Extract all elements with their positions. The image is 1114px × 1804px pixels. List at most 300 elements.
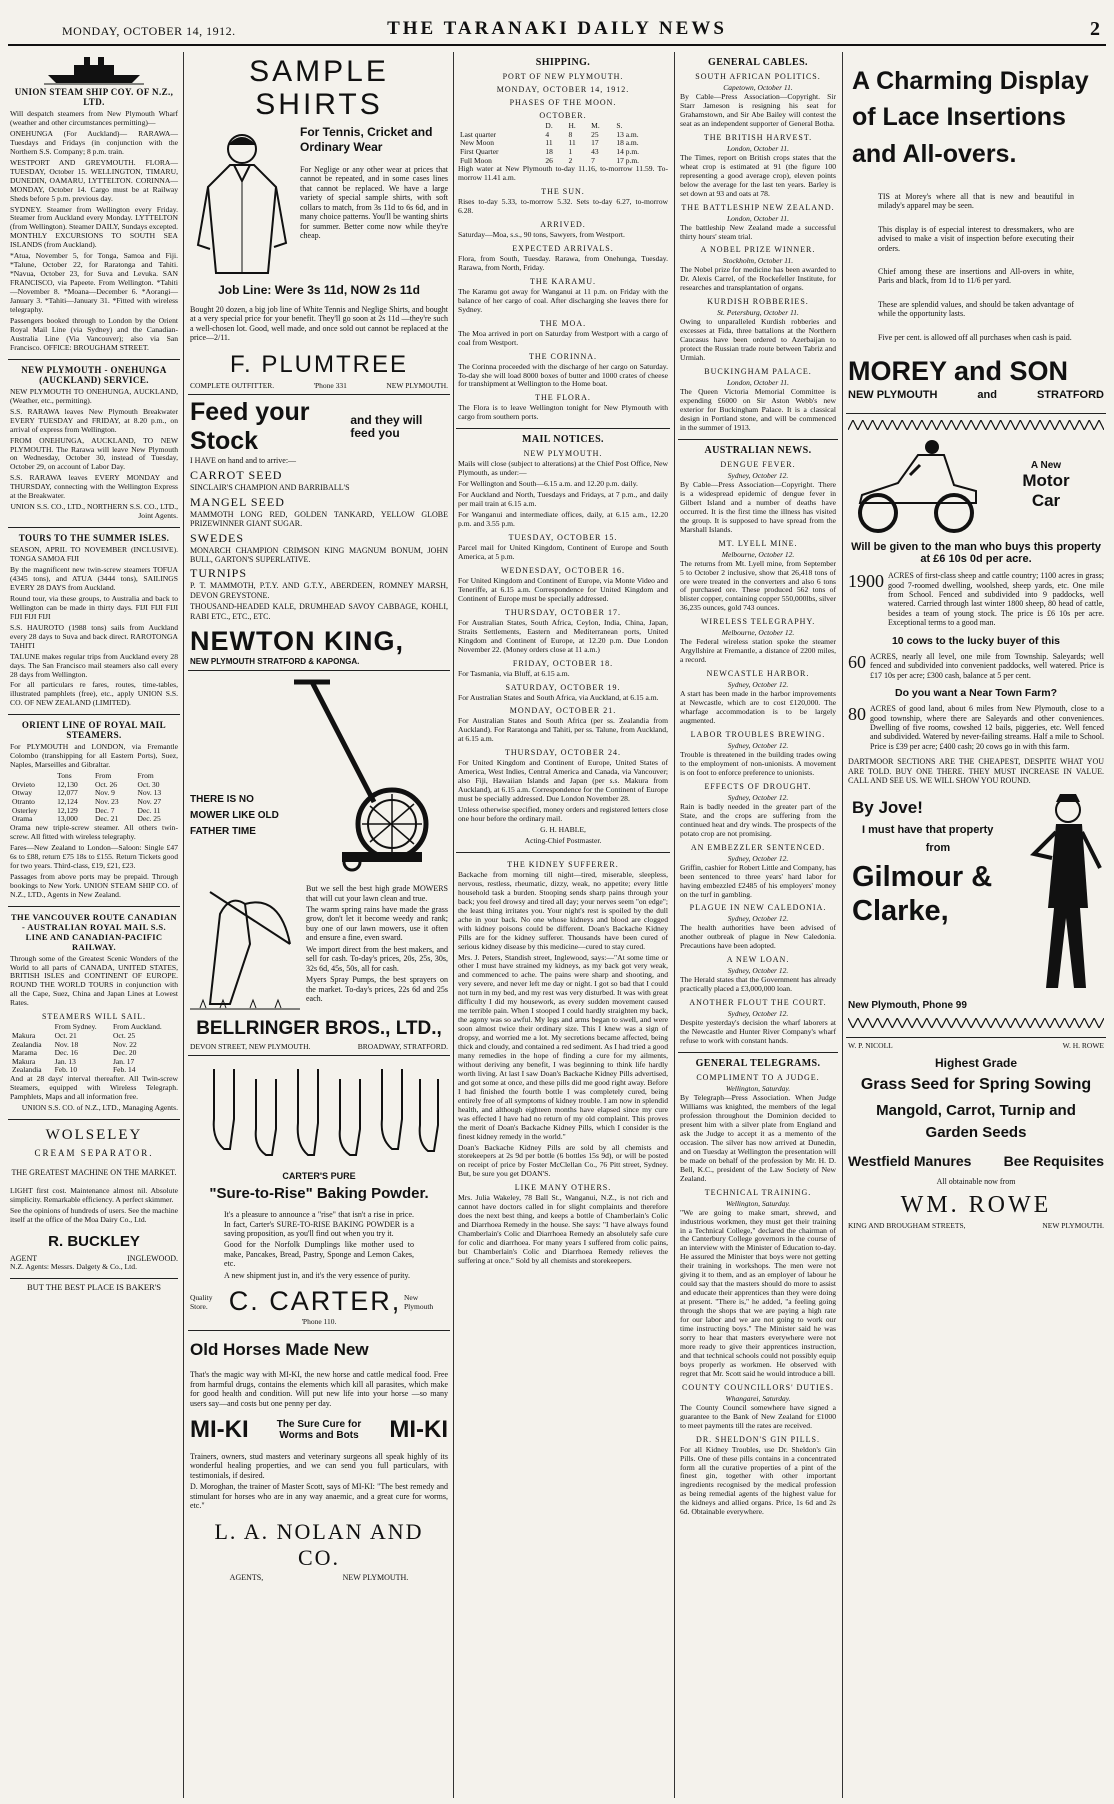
- mail-p12: Unless otherwise specified, money orders and registered letters close one hour before the ordinary mail.: [458, 805, 668, 824]
- vancouver-title: THE VANCOUVER ROUTE CANADIAN - AUSTRALIAN ROYAL MAIL S.S. LINE AND CANADIAN-PACIFIC RAILWAY.: [10, 911, 178, 952]
- cell: 8: [568, 129, 573, 139]
- rowe-agent-2: W. H. ROWE: [1062, 1040, 1104, 1050]
- nolan-name: L. A. NOLAN AND CO.: [214, 1518, 424, 1570]
- carter-baking-powder-ad: [188, 1056, 450, 1331]
- property-1-text: ACRES of first-class sheep and cattle country; 1100 acres in grass; good 7-roomed dwelling, woolshed, sheep yards, etc. One mile from School. Fenced and subdivided into 9 paddocks, well watered. Carried through last winter 1800 sheep, 80 head of cattle, besides a team of young stock. The price is £6 10s per acre. Exceptional terms to a good man.: [888, 571, 1104, 628]
- tide-times: High water at New Plymouth to-day 11.16, to-morrow 11.59. To-morrow 11.41 a.m.: [458, 164, 668, 183]
- aus-pl5: Sydney, October 12.: [727, 740, 789, 750]
- westfield-manures: Westfield Manures: [848, 1152, 972, 1169]
- cable-h5: KURDISH ROBBERIES.: [707, 297, 809, 307]
- morey-town-1: NEW PLYMOUTH: [848, 389, 938, 402]
- like-many-title: LIKE MANY OTHERS.: [514, 1183, 612, 1193]
- lace-copy: [848, 192, 1104, 342]
- stock-title2: and they will feed you: [350, 412, 423, 440]
- cell: Dec. 11: [137, 805, 161, 815]
- cable-pl3: London, October 11.: [727, 213, 789, 223]
- australian-news-section: [678, 440, 838, 1053]
- rowe-obtain: All obtainable now from: [936, 1176, 1016, 1186]
- mail-mon: MONDAY, OCTOBER 21.: [509, 706, 617, 716]
- tours-p3: Round tour, via these groups, to Australia and back to Wellington can be made in thirty days. FIJI FIJI FIJI FIJI FIJI FIJI: [10, 593, 178, 621]
- rowe-grade: Highest Grade: [934, 1055, 1018, 1070]
- union-p2: ONEHUNGA (For Auckland)— RARAWA—Tuesdays and Fridays (in conjunction with the Northern S.S. Company; 8 p.m. train.: [10, 128, 178, 156]
- bellringer-street-2: BROADWAY, STRATFORD.: [357, 1042, 448, 1052]
- cell: 43: [591, 146, 599, 156]
- property-3: [848, 704, 1104, 753]
- cell: 12,077: [57, 788, 78, 798]
- mail-p9: For Australian States and South Africa, via Auckland, at 6.15 a.m.: [458, 692, 659, 702]
- feed-stock-ad: [188, 395, 450, 671]
- aus-pl9: Sydney, October 12.: [727, 966, 789, 976]
- aus-pl2: Melbourne, October 12.: [721, 549, 795, 559]
- shirts-p1: For Neglige or any other wear at prices that cannot be repeated, and in some cases lines that cannot be replaced. We have a large variety of special sample shirts, with soft collars to match, from 3s 11d to 6s 6d, and in many choice patterns. You'll be wanting shirts for summer. Better come now while they're cheap.: [300, 165, 448, 241]
- cable-h6: BUCKINGHAM PALACE.: [704, 367, 812, 377]
- tel-h3: COUNTY COUNCILLORS' DUTIES.: [682, 1382, 834, 1392]
- orient-title: ORIENT LINE OF ROYAL MAIL STEAMERS.: [21, 720, 167, 741]
- turnip-varieties: P. T. MAMMOTH, P.T.Y. AND G.T.Y., ABERDEEN, ROMNEY MARSH, DEVON GREYSTONE.: [190, 581, 448, 600]
- aus-pl3: Melbourne, October 12.: [721, 628, 795, 638]
- mail-wed: WEDNESDAY, OCTOBER 16.: [500, 565, 626, 575]
- wolseley-p2: LIGHT first cost. Maintenance almost nil. Absolute simplicity. Remarkable efficiency. A perfect skimmer.: [10, 1185, 178, 1204]
- cell: 26: [545, 155, 553, 165]
- column-5: [846, 52, 1106, 1798]
- orient-table: [10, 772, 178, 824]
- carter-town: New Plymouth: [404, 1292, 434, 1311]
- vancouver-p2: And at 28 days' interval thereafter. All Twin-screw Steamers, equipped with Wireless Telegraph. Pamphlets, Maps and all information free.: [10, 1074, 178, 1101]
- general-cables-section: [678, 52, 838, 440]
- cell: 17: [591, 138, 599, 148]
- cell: 13 a.m.: [616, 129, 639, 139]
- car-new: A New: [1030, 459, 1062, 471]
- vancouver-p3: UNION S.S. CO. of N.Z., LTD., Managing Agents.: [21, 1102, 178, 1112]
- cell: Dec. 20: [113, 1048, 137, 1058]
- mower-p3: We import direct from the best makers, and sell for cash. To-day's prices, 20s, 25s, 30s, 32s 6d, 45s, 50s, all for cash.: [306, 944, 448, 973]
- union-title: UNION STEAM SHIP COY. OF N.Z., LTD.: [14, 87, 174, 107]
- gilmour-bottom: [848, 788, 1104, 998]
- aus-p9: The Herald states that the Government has already practically placed a £3,000,000 loan.: [680, 975, 836, 994]
- page-number: 2: [1090, 18, 1100, 40]
- motor-car-illustration: [848, 435, 988, 535]
- morey-town-2: STRATFORD: [1036, 389, 1104, 402]
- mower-p4: Myers Spray Pumps, the best sprayers on the market. To-day's prices, 22s 6d and 25s each.: [306, 975, 448, 1003]
- by-jove: By Jove!: [852, 797, 923, 817]
- wolseley-p1: THE GREATEST MACHINE ON THE MARKET.: [11, 1167, 177, 1177]
- masthead: [8, 4, 1106, 46]
- kidney-p3: Doan's Backache Kidney Pills are sold by all chemists and storekeepers at 2s 9d per bottle (6 bottles 15s 9d), or will be posted on receipt of price by Foster McClellan Co., 76 Pitt street, Sydney. But, be sure you get DOAN'S.: [458, 1142, 668, 1179]
- orient-p4: Passages from above ports may be prepaid. Through bookings to New York. UNION STEAM SHIP CO. of N.Z., LTD., Agents in New Zealand.: [10, 871, 178, 899]
- mower-tag-box: [190, 674, 282, 884]
- aus-p3: The Federal wireless station spoke the steamer Argyllshire at Fremantle, a distance of 2200 miles, a record.: [680, 637, 836, 665]
- rowe-addr-2: NEW PLYMOUTH.: [1042, 1220, 1104, 1230]
- table-row: [10, 1049, 178, 1058]
- onehunga-p5: UNION S.S. CO., LTD., NORTHERN S.S. CO., LTD., Joint Agents.: [10, 502, 178, 521]
- motor-car-words: [988, 460, 1104, 511]
- moa-heading: THE MOA.: [539, 318, 587, 328]
- carter-name: C. CARTER,: [228, 1286, 402, 1317]
- mail-thu: THURSDAY, OCTOBER 17.: [505, 607, 621, 617]
- gilmour-name: Gilmour & Clarke,: [852, 860, 993, 928]
- mail-p7: For Australian States, South Africa, Ceylon, India, China, Japan, Straits Settlements, Eastern and Mediterranean ports, United Kingdom and Continent of Europe, at 12.20 p.m. Due London November 22. (Money orders close at 11 a.m.): [458, 617, 668, 654]
- cell: Dec. 25: [137, 814, 161, 824]
- arrived-text: Saturday—Moa, s.s., 90 tons, Sawyers, from Westport.: [458, 229, 625, 239]
- carrot-seed: CARROT SEED: [190, 468, 283, 483]
- aus-pl7: Sydney, October 12.: [727, 853, 789, 863]
- carter-p2: Good for the Norfolk Dumplings like mother used to make, Pancakes, Bread, Pastry, Sponge and Lemon Cakes, etc.: [224, 1240, 414, 1269]
- shirt-figure-illustration: [190, 125, 294, 275]
- kidney-title: THE KIDNEY SUFFERER.: [507, 859, 619, 869]
- mail-title: MAIL NOTICES.: [522, 434, 604, 446]
- miki-brand-left: MI-KI: [190, 1415, 249, 1443]
- aus-h7: AN EMBEZZLER SENTENCED.: [690, 842, 826, 852]
- must-have: I must have that property: [862, 823, 994, 836]
- cable-pl6: London, October 11.: [727, 378, 789, 388]
- cell: Oct. 25: [113, 1030, 136, 1040]
- tours-p5: TALUNE makes regular trips from Auckland every 28 days. The San Francisco mail steamers also call every 28 days from Wellington.: [10, 651, 178, 679]
- gilmour-clarke-ad: [846, 414, 1106, 1037]
- carter-p1: It's a pleasure to announce a "rise" that isn't a rise in price. In fact, Carter's SURE-TO-RISE BAKING POWDER is a saving proposition, as you'll find out when you try it.: [224, 1210, 414, 1238]
- property-2-acres: 60: [848, 651, 866, 672]
- mower-tagline: THERE IS NO MOWER LIKE OLD FATHER TIME: [190, 794, 279, 838]
- kidney-p2: Mrs. J. Peters, Standish street, Inglewood, says:—"At some time or other I must have strained my kidneys, as my back got very weak, and commenced to ache. The pains were sharp and shooting, and very severe, and never left me day or night. I got so bad that I could not turn in my bed, and my rest was very disturbed. It was with great difficulty I did my housework, as every sudden movement caused me terrible pain. When I stooped I could hardly straighten my back, the agony was so awful. My legs and arms began to swell, and were soon almost twice their ordinary size. This I knew was a sign of dropsy, and worried me a lot. My secretions became affected, being thick and cloudy, and contained a red sediment. As I had tried a good many remedies in the hope of finding a cure for my ailments, without deriving any benefit, I was beginning to think life hardly worth living. At last I saw Doan's Backache Kidney Pills advertised, and got some at once, and these pills did me good right away. Before I had finished the fourth bottle I was completely cured, being entirely free of all symptoms of kidney trouble. I am now in splendid health, and although eighteen months have elapsed since my cure was effected I have had no return of my old complaint. This proves the merit of Doan's Backache Kidney Pills, which I consider is the finest kidney remedy in the world.": [458, 952, 668, 1141]
- cell: 11: [545, 138, 553, 148]
- rowe-addr-1: KING AND BROUGHAM STREETS,: [848, 1220, 966, 1230]
- aus-title: AUSTRALIAN NEWS.: [704, 444, 812, 456]
- table-header: From Auckland.: [113, 1022, 162, 1032]
- mail-p8: For Tasmania, via Bluff, at 6.15 a.m.: [458, 668, 570, 678]
- aus-h10: ANOTHER FLOUT THE COURT.: [689, 998, 827, 1008]
- aus-h2: MT. LYELL MINE.: [718, 538, 798, 548]
- corinna-heading: THE CORINNA.: [529, 351, 597, 361]
- carter-sign: [190, 1286, 448, 1317]
- cell: 12,129: [57, 805, 78, 815]
- nolan-footer: [190, 1573, 448, 1582]
- aus-h4: NEWCASTLE HARBOR.: [706, 669, 810, 679]
- cell: 4: [545, 129, 550, 139]
- cable-p5: Owing to unparalleled Kurdish robberies and excesses at Fida, three battalions at the Northern Caucasus have been ordered to Azerbaijan to protect the Russian trade route between Tabriz and Urmiah.: [680, 317, 836, 363]
- aus-p8: The health authorities have been advised of another outbreak of plague in New Caledonia. Precautions have been adopted.: [680, 923, 836, 951]
- aus-p1: By Cable—Press Association—Copyright. There is a widespread epidemic of dengue fever in Gilbert Island and a number of deaths have occurred. It is the first time the illness has visited the group. It is supposed to have spread from the Marshall Islands.: [680, 479, 836, 534]
- expected-text: Flora, from South, Tuesday. Rarawa, from Onehunga, Tuesday. Rarawa, from North, Friday.: [458, 253, 668, 272]
- table-header: From Sydney.: [54, 1022, 97, 1032]
- father-time-illustration: [190, 884, 300, 1014]
- steamship-icon: [44, 55, 144, 85]
- nolan-agents: AGENTS,: [229, 1572, 264, 1582]
- mail-thu2: THURSDAY, OCTOBER 24.: [505, 748, 621, 758]
- aus-pl10: Sydney, October 12.: [727, 1009, 789, 1019]
- cell: 12,130: [57, 779, 78, 789]
- column-3: [456, 52, 670, 1798]
- wolseley-subtitle: CREAM SEPARATOR.: [34, 1147, 154, 1158]
- aus-pl6: Sydney, October 12.: [727, 792, 789, 802]
- cable-p2: The Times, report on British crops states that the wheat crop is estimated at 91 (the figure 100 representing a good average crop), eleven points below the average for the last ten years. Barley is set down at 93 and oats at 78.: [680, 152, 836, 198]
- tel-h1: COMPLIMENT TO A JUDGE.: [696, 1073, 820, 1083]
- port-heading: PORT OF NEW PLYMOUTH.: [502, 72, 624, 81]
- man-figure-illustration: [1024, 788, 1104, 998]
- cell: Jan. 17: [113, 1056, 135, 1066]
- mail-town: NEW PLYMOUTH.: [523, 449, 603, 459]
- union-p1: Will despatch steamers from New Plymouth Wharf (weather and other circumstances permitting)—: [10, 109, 178, 127]
- cell: 11: [568, 138, 576, 148]
- mangel-seed: MANGEL SEED: [190, 494, 285, 509]
- union-p5: *Atua, November 5, for Tonga, Samoa and Fiji. *Talune, October 22, for Raratonga and Tahiti. *Navua, October 23, for Suva and Levuka. SAN FRANCISCO, via Papeete. From Wellington. *Tahiti—November 8. *Moana—December 6. *Aorangi—January 3. *Tahiti—January 31. *Fitted with wireless telegraphy.: [10, 251, 178, 315]
- border-pattern: [848, 420, 1104, 430]
- kidney-p4: Mrs. Julia Wakeley, 78 Ball St., Wanganui, N.Z., is not rich and cannot have doctors called in for slight complaints and therefore does the next best thing, and keeps a bottle of Chamberlain's Colic and Diarrhoea Remedy in the house. She says: "I have always found Chamberlain's Colic and Diarrhoea Remedy an absolutely safe cure for colic and diarrhoea. For many years I suffered from colic pains, but Chamberlain's Colic and Diarrhoea Remedy relieves the suffering at once." Sold by all chemists and storekeepers.: [458, 1193, 668, 1265]
- carter-title: "Sure-to-Rise" Baking Powder.: [209, 1185, 429, 1203]
- shirts-p2: Bought 20 dozen, a big job line of White Tennis and Neglige Shirts, and bought at a very special price for your benefit. They'll go soon at 2s 11d —they're such a well-chosen lot. Good, well made, and once sold out cannot be replaced at the price—2/11.: [190, 305, 448, 343]
- aus-p6: Rain is badly needed in the greater part of the State, and the crops are suffering from the continued heat and dry winds. The prospects of the potato crop are not promising.: [680, 801, 836, 838]
- mail-notices-section: [456, 429, 670, 853]
- property-1: [848, 571, 1104, 630]
- lace-p5: Five per cent. is allowed off all purchases when cash is paid.: [878, 332, 1072, 342]
- cable-h4: A NOBEL PRIZE WINNER.: [700, 245, 816, 255]
- cell: Osterley: [12, 805, 38, 815]
- vancouver-route-ad: [8, 907, 180, 1120]
- lace-p1: TIS at Morey's where all that is new and beautiful in milady's apparel may be seen.: [878, 191, 1074, 211]
- stock-title: Feed your Stock: [190, 397, 310, 455]
- cell: Nov. 18: [54, 1039, 79, 1049]
- cell: Oct. 30: [137, 779, 160, 789]
- kidney-p1: Backache from morning till night—tired, miserable, sleepless, nervous, restless, rheumatic, dizzy, weak, no appetite; every little household task a burden. Stooping sends sharp pains through your back; you feel drowsy and tired all day; your nerves seem "on edge"; the least thing irritates you. Your night's rest is spoiled by the dull ache in your back. No one whose kidneys and blood are clogged with kidney poisons could be different. Doan's Backache Kidney Pills are for the kidney sufferer. Thousands have been cured of serious kidney disease by this medicine—cured to stay cured.: [458, 869, 668, 951]
- shipping-section: [456, 52, 670, 429]
- karamu-text: The Karamu got away for Wanganui at 11 p.m. on Friday with the balance of her cargo of coal. After discharging she leaves there for Sydney.: [458, 286, 668, 314]
- tel-p2: "We are going to make smart, shrewd, and industrious workmen, they must get their training in a Technical College," declared the chairman of the Canterbury College governors in the course of an interview with the Minister of Education to-day. He assured the Minister that boys were not getting their training in workshops. The men were not giving it to them, and as an employer of labour he could say that the masters should do more to assist and educate their apprentices than they were doing at present. "There is," he added, "a feeling going through the shops that we are paying a high rate for our labor and we are not going to work our time instructing boys." The Minister said he was sorry to hear that masters everywhere were not more ready to give their apprentices instruction, and that technical schools could not possibly equip boys properly as workmen. He observed with regret that Mr. Scott said he would introduce a bill.: [680, 1207, 836, 1378]
- sun-times: Rises to-day 5.33, to-morrow 5.32. Sets to-day 6.27, to-morrow 6.28.: [458, 197, 668, 215]
- cell: Makura: [12, 1056, 36, 1066]
- buckley-name: R. BUCKLEY: [48, 1232, 140, 1250]
- cell: 1: [568, 146, 573, 156]
- lawn-mower-illustration: [282, 674, 447, 884]
- cell: Orama: [12, 814, 33, 824]
- mower-bottom: [190, 884, 448, 1014]
- cable-p4: The Nobel prize for medicine has been awarded to Dr. Alexis Carrel, of the Rockefeller Institute, for researches and transplantation of organs.: [680, 265, 836, 293]
- moa-text: The Moa arrived in port on Saturday from Westport with a cargo of coal from Westport.: [458, 328, 668, 347]
- aus-p10: Despite yesterday's decision the wharf laborers at the Newcastle and Hunter River Company's wharf refuse to work with constant hands.: [680, 1018, 836, 1046]
- cell: Nov. 27: [137, 797, 162, 807]
- cell: 12,124: [57, 797, 78, 807]
- tel-p1: By Telegraph—Press Association. When Judge Williams was knighted, the members of the legal profession throughout the Dominion decided to present him with a silver plate from England and ask the Judge to accept it as a memento of the occasion. The silver has now arrived at Dunedin, and on Tuesday at Wellington the presentation will be made on behalf of the profession by Mr. H. D. Bell, K.C., president of the Law Society of New Zealand.: [680, 1093, 836, 1183]
- column-2: [188, 52, 450, 1798]
- morey-and: and: [977, 389, 997, 402]
- cable-pl5: St. Petersburg, October 11.: [717, 308, 799, 318]
- shirts-tagline: For Tennis, Cricket and Ordinary Wear: [300, 125, 433, 154]
- cell: 14 p.m.: [616, 146, 640, 156]
- sun-heading: THE SUN.: [541, 187, 585, 197]
- mail-p11: For United Kingdom and Continent of Europe, United States of America, West Indies, Central America and Canada, via Vancouver; also Fiji, Hawaiian Islands and Japan (per s.s. Makura from Auckland), at 6.15 a.m. Correspondence for the Continent of Europe must be specially addressed. Due London November 28.: [458, 758, 668, 804]
- cell: 13,000: [57, 814, 78, 824]
- swedes: SWEDES: [190, 530, 244, 545]
- property-1-acres: 1900: [848, 571, 884, 592]
- cable-h2: THE BRITISH HARVEST.: [703, 132, 813, 142]
- aus-h6: EFFECTS OF DROUGHT.: [704, 781, 812, 791]
- miki-p3: D. Moroghan, the trainer of Master Scott, says of MI-KI: "The best remedy and stimulant for horses who are in any way anaemic, and a great cure for worms, etc.": [190, 1482, 448, 1511]
- miki-p1: That's the magic way with MI-KI, the new horse and cattle medical food. Free from harmful drugs, contains the elements which kill all parasites, which make for good health and condition. Will put new life into your horse —so many users say—and costs but one penny per day.: [190, 1370, 448, 1408]
- nolan-town: NEW PLYMOUTH.: [342, 1572, 409, 1582]
- table-header: From: [137, 771, 154, 781]
- cell: New Moon: [460, 138, 494, 148]
- aus-pl1: Sydney, October 12.: [727, 470, 789, 480]
- aus-p7: Griffin, cashier for Robert Little and Company, has been sentenced to three years' hard labor for having embezzled £2485 of his employers' money on the turf in gambling.: [680, 862, 836, 899]
- wolseley-title: WOLSELEY: [45, 1126, 143, 1143]
- stock-header: [190, 398, 448, 456]
- miki-p2: Trainers, owners, stud masters and veterinary surgeons all speak highly of its wonderful healing properties, and we can send you full particulars, with testimonials, if desired.: [190, 1451, 448, 1480]
- cell: Oct. 21: [54, 1030, 77, 1040]
- rowe-agents: [848, 1041, 1104, 1050]
- plumtree-name: F. PLUMTREE: [229, 350, 409, 378]
- aus-p2: The returns from Mt. Lyell mine, from September 5 to October 2 inclusive, show that 26,418 tons of ore were treated in the converters and also 6 tons of purchased ore. These produced 562 tons of blister copper, containing copper 550,000lbs, silver 36,235 ounces, gold 743 ounces.: [680, 558, 836, 613]
- cell: Full Moon: [460, 155, 492, 165]
- mail-p5: Parcel mail for United Kingdom, Continent of Europe and South America, at 5 p.m.: [458, 543, 668, 561]
- tel-p4: For all Kidney Troubles, use Dr. Sheldon's Gin Pills. One of these pills contains in a concentrated form all the curative properties of a pint of the finest gin, together with other important ingredients recognised by the medical profession as being remedial agents of the highest value for the kidneys and allied organs. Price, 1s 6d and 2s 6d. Obtainable everywhere.: [680, 1444, 836, 1517]
- aus-h3: WIRELESS TELEGRAPHY.: [700, 617, 816, 627]
- rowe-seeds-ad: [846, 1038, 1106, 1233]
- lace-title: A Charming Display of Lace Insertions and All-overs.: [852, 67, 1089, 168]
- column-rule: [453, 52, 454, 1798]
- union-p3: WESTPORT AND GREYMOUTH. FLORA—TUESDAY, October 15. WELLINGTON, TIMARU, DUNEDIN, OAMARU, LYTTELTON. CORINNA—MONDAY, October 14. Cargo must be at Railway Sheds before 5 p.m. previous day.: [10, 157, 178, 203]
- cell: Otranto: [12, 797, 35, 807]
- property-3-text: ACRES of good land, about 6 miles from New Plymouth, close to a good township, where there are Saleyards and other conveniences. Dwelling of five rooms, cowshed 12 bails, piggeries, etc. Well fenced and subdivided. Watered by never-failing streams. Half a mile to School. Price is £39 per acre; £400 cash; 20 cows go in with this farm.: [870, 704, 1104, 751]
- paper-title: THE TARANAKI DAILY NEWS: [387, 18, 727, 39]
- tours-p6: For all particulars re fares, routes, time-tables, illustrated pamphlets (free), etc., apply UNION S.S. CO. OF NEW ZEALAND (LIMITED).: [10, 680, 178, 708]
- table-header: S.: [616, 121, 623, 130]
- karamu-heading: THE KARAMU.: [529, 276, 597, 286]
- flora-text: The Flora is to leave Wellington tonight for New Plymouth with cargo from southern ports.: [458, 403, 668, 422]
- shirts-title: SAMPLE SHIRTS: [249, 55, 389, 121]
- cable-p6: The Queen Victoria Memorial Committee is expending £6000 on Sir Aston Webb's new exterior for Buckingham Palace. It is a classical design in Portland stone, and will be commenced in the summer of 1913.: [680, 387, 836, 432]
- mower-p1: But we sell the best high grade MOWERS that will cut your lawn clean and true.: [306, 884, 448, 903]
- cable-h1: SOUTH AFRICAN POLITICS.: [695, 72, 821, 81]
- cell: 25: [591, 129, 599, 139]
- bellringer-name: BELLRINGER BROS., LTD.,: [196, 1018, 442, 1040]
- carter-phone: 'Phone 110.: [301, 1317, 337, 1327]
- newton-king-name: NEWTON KING,: [190, 626, 404, 657]
- gilmour-text-block: [848, 788, 1024, 998]
- moon-phases-heading: PHASES OF THE MOON.: [509, 98, 617, 107]
- table-header: From: [94, 771, 112, 781]
- mower-p2: The warm spring rains have made the grass grow, don't let it become weedy and rank; buy one of our lawn mowers, use it often and ensure a fine, even sward.: [306, 905, 448, 943]
- cell: 17 p.m.: [616, 155, 640, 165]
- month-heading: OCTOBER.: [539, 111, 587, 120]
- outfitter: COMPLETE OUTFITTER.: [190, 380, 275, 390]
- cell: Zealandia: [12, 1039, 42, 1049]
- cell: Makura: [12, 1030, 36, 1040]
- column-rule: [183, 52, 184, 1798]
- quality-store: Quality Store.: [190, 1292, 213, 1311]
- lace-p4: These are splendid values, and should be taken advantage of while the opportunity lasts.: [878, 299, 1074, 319]
- turnips: TURNIPS: [190, 566, 248, 581]
- mail-p6: For United Kingdom and Continent of Europe, via Monte Video and Teneriffe, at 6.15 a.m. Correspondence for United Kingdom and Continent of Europe must be specially addressed.: [458, 575, 668, 603]
- cell: First Quarter: [460, 146, 499, 156]
- newton-king-towns: NEW PLYMOUTH STRATFORD & KAPONGA.: [190, 657, 360, 667]
- mail-tue: TUESDAY, OCTOBER 15.: [508, 533, 618, 542]
- sample-shirts-ad: [188, 52, 450, 395]
- job-line: Job Line: Were 3s 11d, NOW 2s 11d: [218, 283, 420, 297]
- cable-pl2: London, October 11.: [727, 143, 789, 153]
- aus-h8: PLAGUE IN NEW CALEDONIA.: [689, 903, 827, 913]
- onehunga-p4: S.S. RARAWA leaves EVERY MONDAY and THURSDAY, connecting with the Wellington Express at the Breakwater.: [10, 473, 178, 501]
- miki-banner: [190, 1416, 448, 1444]
- cable-pl1: Capetown, October 11.: [723, 83, 793, 92]
- tel-h4: DR. SHELDON'S GIN PILLS.: [696, 1434, 820, 1444]
- vancouver-table: [10, 1023, 178, 1075]
- cell: Last quarter: [460, 129, 497, 139]
- orient-line-ad: [8, 715, 180, 906]
- cable-pl4: Stockholm, October 11.: [722, 256, 794, 266]
- cell: 2: [568, 155, 573, 165]
- plumtree-footer: [190, 381, 448, 390]
- table-header: Tons: [57, 771, 72, 781]
- carrot-varieties: SINCLAIR'S CHAMPION AND BARRIBALL'S: [190, 483, 350, 493]
- column-rule: [674, 52, 675, 1798]
- cell: Marama: [12, 1048, 37, 1058]
- cell: 18: [545, 146, 553, 156]
- cell: 7: [591, 155, 595, 165]
- plumtree-town: NEW PLYMOUTH.: [386, 380, 448, 390]
- aus-pl8: Sydney, October 12.: [727, 914, 789, 924]
- agent-label: AGENT: [10, 1253, 38, 1263]
- cell: Oct. 26: [94, 779, 118, 789]
- onehunga-p2: S.S. RARAWA leaves New Plymouth Breakwater EVERY TUESDAY and FRIDAY, at 8.20 p.m., on arrival of express from Wellington.: [10, 406, 178, 434]
- onehunga-service-ad: [8, 360, 180, 528]
- from-word: from: [925, 841, 951, 854]
- orient-p3: Fares—New Zealand to London—Saloon: Single £47 6s to £88, return £75 18s to £155. Return Tickets good for two years. Third-class, £19, £21, £23.: [10, 842, 178, 870]
- rowe-mangold: Mangold, Carrot, Turnip and Garden Seeds: [876, 1101, 1076, 1142]
- cell: Nov. 22: [113, 1039, 137, 1049]
- mail-p4: For Wanganui and intermediate offices, daily, at 6.15 a.m., 12.20 p.m. and 3.55 p.m.: [458, 510, 668, 529]
- tel-h2: TECHNICAL TRAINING.: [704, 1187, 812, 1197]
- column-4: [678, 52, 838, 1798]
- stock-intro: I HAVE on hand and to arrive:—: [190, 455, 297, 465]
- bakers-line: BUT THE BEST PLACE IS BAKER'S: [10, 1278, 178, 1292]
- tel-pl3: Whangarei, Saturday.: [725, 1393, 791, 1403]
- mail-p10: For Australian States and South Africa (per ss. Zealandia from Auckland). For Raratonga and Tahiti, per ss. Talune, from Auckland, at 6.15 a.m.: [458, 716, 668, 744]
- corinna-text: The Corinna proceeded with the discharge of her cargo on Saturday. To-day she will load 8000 boxes of butter and 1000 crates of cheese for transhipment at Wellington to the Home boat.: [458, 361, 668, 389]
- column-rule: [842, 52, 843, 1798]
- cell: Nov. 9: [94, 788, 115, 798]
- morey-towns: [848, 389, 1104, 401]
- summer-isles-ad: [8, 528, 180, 715]
- telegrams-title: GENERAL TELEGRAMS.: [695, 1058, 821, 1070]
- swedes-varieties: MONARCH CHAMPION CRIMSON KING MAGNUM BONUM, JOHN BULL, GARTON'S SUPERLATIVE.: [190, 545, 448, 564]
- aus-h9: A NEW LOAN.: [726, 955, 790, 965]
- aus-p4: A start has been made in the harbor improvements at Newcastle, which are to cost £120,000. The wharfage accommodation is to be largely augmented.: [680, 689, 836, 726]
- cable-p1: By Cable—Press Association—Copyright. Sir Starr Jameson is resigning his seat for Grahamstown, and Sir Abe Bailey will contest the seat as an independent supporter of General Botha.: [680, 92, 836, 128]
- table-header: H.: [568, 121, 576, 130]
- union-steamship-ad: [8, 52, 180, 360]
- expected-heading: EXPECTED ARRIVALS.: [512, 243, 614, 253]
- miki-cure: The Sure Cure for Worms and Bots: [276, 1418, 362, 1441]
- arrived-heading: ARRIVED.: [540, 219, 586, 229]
- cell: 18 a.m.: [616, 138, 639, 148]
- cell: Dec. 7: [94, 805, 115, 815]
- pointing-hands-illustration: [194, 1059, 444, 1169]
- wolseley-agents: N.Z. Agents: Messrs. Dalgety & Co., Ltd.: [10, 1261, 137, 1271]
- mail-sign: G. H. HABLE,: [540, 825, 586, 835]
- tours-p2: By the magnificent new twin-screw steamers TOFUA (4345 tons), and ATUA (3444 tons), SAILINGS EVERY 28 DAYS from Auckland.: [10, 565, 178, 592]
- border-pattern: [848, 1018, 1104, 1028]
- moon-table: [458, 122, 668, 165]
- car-car: Car: [1031, 490, 1061, 510]
- union-p6: Passengers booked through to London by the Orient Royal Mail Line (via Sydney) and the Canadian-Australia Line (Via Vancouver); also via San Francisco. OFFICE: BROUGHAM STREET.: [10, 315, 178, 352]
- cell: Feb. 14: [113, 1065, 136, 1075]
- wolseley-ad: [8, 1120, 180, 1295]
- miki-title: Old Horses Made New: [190, 1340, 369, 1360]
- cables-title: GENERAL CABLES.: [708, 57, 808, 68]
- bellringer-address: [190, 1042, 448, 1051]
- tel-pl2: Wellington, Saturday.: [725, 1198, 791, 1208]
- plumtree-phone: 'Phone 331: [313, 380, 347, 390]
- mower-top: [190, 674, 448, 884]
- tours-p1: SEASON, APRIL TO NOVEMBER (INCLUSIVE). TONGA SAMOA FIJI: [10, 545, 178, 564]
- car-motor: Motor: [1022, 470, 1070, 490]
